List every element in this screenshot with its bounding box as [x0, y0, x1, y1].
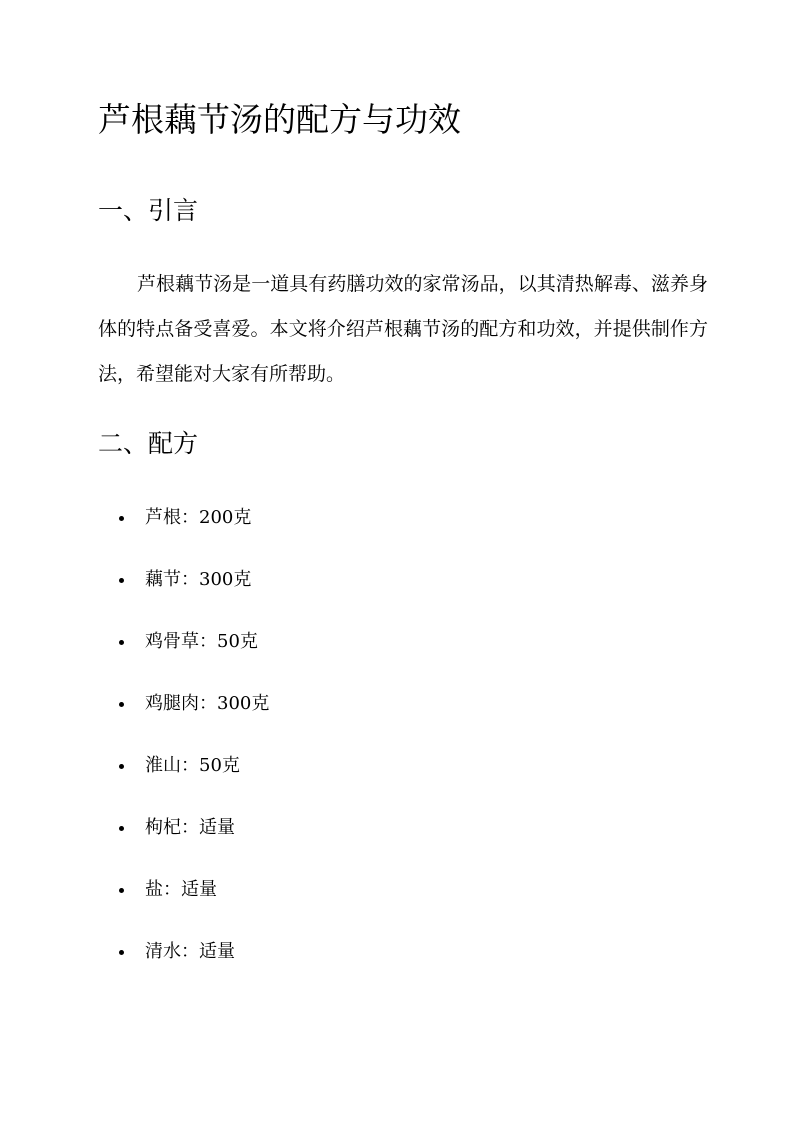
ingredient-text: 鸡腿肉：300克 — [145, 693, 270, 714]
bullet-icon — [119, 764, 124, 769]
bullet-icon — [119, 578, 124, 583]
bullet-icon — [119, 640, 124, 645]
ingredient-text: 清水：适量 — [145, 941, 235, 962]
bullet-icon — [119, 516, 124, 521]
section-heading-recipe: 二、配方 — [98, 429, 199, 458]
intro-paragraph: 芦根藕节汤是一道具有药膳功效的家常汤品，以其清热解毒、滋养身体的特点备受喜爱。本文将介绍芦根藕节汤的配方和功效，并提供制作方法，希望能对大家有所帮助。 — [98, 273, 708, 385]
ingredient-text: 淮山：50克 — [145, 755, 240, 776]
ingredient-text: 芦根：200克 — [145, 507, 252, 528]
ingredient-text: 枸杞：适量 — [145, 817, 235, 838]
ingredient-text: 鸡骨草：50克 — [145, 631, 258, 652]
ingredient-text: 盐：适量 — [145, 879, 217, 900]
bullet-icon — [119, 888, 124, 893]
document-title: 芦根藕节汤的配方与功效 — [98, 100, 461, 139]
bullet-icon — [119, 702, 124, 707]
ingredient-text: 藕节：300克 — [145, 569, 252, 590]
bullet-icon — [119, 826, 124, 831]
bullet-icon — [119, 950, 124, 955]
section-heading-intro: 一、引言 — [98, 196, 199, 225]
